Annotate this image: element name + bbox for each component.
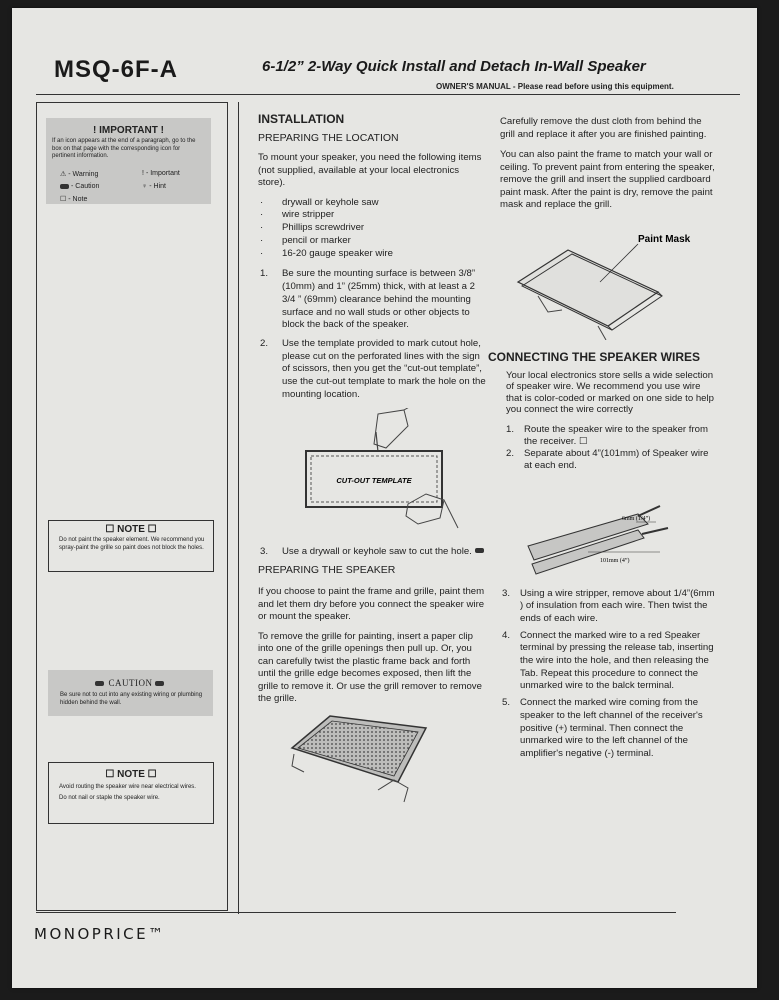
legend-important: ! - Important: [142, 170, 180, 177]
installation-heading: INSTALLATION: [258, 112, 345, 126]
step-3: 3. Use a drywall or keyhole saw to cut the hole.: [258, 546, 486, 559]
wire-intro: Your local electronics store sells a wide selection of speaker wire. We recommend you use wire that is color-coded or marked on one side to help you connect the wire correctly: [506, 369, 714, 415]
note-icon: ☐: [105, 769, 118, 780]
note-box-wiring: [48, 762, 214, 824]
note-text: Do not paint the speaker element. We recommend you spray-paint the grille so paint does not block the holes.: [59, 537, 205, 551]
caution-box: [48, 670, 213, 716]
note-icon: ☐: [144, 769, 157, 780]
dimension-101mm: 101mm (4”): [600, 557, 630, 564]
caution-icon: [155, 681, 164, 686]
caution-title: CAUTION: [108, 678, 153, 688]
location-intro: To mount your speaker, you need the following items (not supplied, available at your local electronics store).: [258, 152, 482, 188]
wire-step-5: 5. Connect the marked wire coming from the speaker to the left channel of the receiver's positive (+) terminal. Then connect the unmarked wire to the left channel of the amplifier's negative (-) terminal.: [502, 697, 703, 759]
speaker-wire-illustration: [488, 476, 718, 586]
column-divider: [238, 102, 239, 914]
header-divider: [36, 94, 740, 95]
footer-divider: [36, 912, 676, 913]
cut-out-template-illustration: [258, 408, 486, 538]
list-item: · 16-20 gauge speaker wire: [258, 248, 486, 261]
hint-icon: ♀: [142, 183, 148, 190]
paint-intro: If you choose to paint the frame and grille, paint them and let them dry before you connect the speaker wire or mount the speaker.: [258, 586, 485, 623]
note-title: NOTE: [117, 524, 145, 535]
paint-mask-label: Paint Mask: [638, 233, 691, 245]
wire-step-4: 4. Connect the marked wire to a red Speaker terminal by pressing the release tab, inserting the wire into the hole, and then releasing the Tab. Repeat this procedure to connect the unmarked wire to the balck terminal.: [502, 629, 714, 692]
note-title: NOTE: [117, 769, 145, 780]
step-2: 2. Use the template provided to mark cutout hole, please cut on the perforated lines with the sign of scissors, then you get the “cut-out template”, use the cut-out template to mark the hole on the mounting location.: [260, 338, 486, 400]
note-icon: ☐: [144, 524, 157, 535]
caution-icon: [60, 184, 69, 189]
list-item: · pencil or marker: [258, 235, 486, 248]
wiring-column: [488, 116, 718, 761]
important-icon: !: [142, 170, 144, 177]
legend-hint: ♀ - Hint: [142, 183, 166, 190]
monoprice-logo: MONOPRICE™: [34, 925, 166, 943]
dimension-6mm: 6mm (1/4”): [622, 515, 651, 522]
note-box-paint: [48, 520, 214, 572]
note-text-1: Avoid routing the speaker wire near electrical wires.: [59, 784, 196, 790]
legend-caution: - Caution: [60, 183, 99, 190]
wire-step-3: 3. Using a wire stripper, remove about 1/4”(6mm ) of insulation from each wire. Then twist the ends of each wire.: [502, 587, 715, 624]
caution-icon: [475, 548, 484, 553]
caution-text: Be sure not to cut into any existing wiring or plumbing hidden behind the wall.: [60, 692, 203, 706]
important-box: [46, 118, 211, 204]
list-item: · Phillips screwdriver: [258, 222, 486, 235]
template-label: CUT-OUT TEMPLATE: [336, 475, 412, 485]
legend-note: ☐ - Note: [60, 196, 88, 203]
list-item: · drywall or keyhole saw: [258, 197, 486, 210]
warning-icon: ⚠: [60, 171, 67, 178]
dust-cloth-text: Carefully remove the dust cloth from behind the grill and replace it after you are finished painting.: [500, 116, 707, 140]
tools-list: [258, 197, 486, 261]
preparing-location-heading: PREPARING THE LOCATION: [258, 132, 399, 144]
paint-mask-text: You can also paint the frame to match your wall or ceiling. To prevent paint from entering the speaker, remove the grill and insert the supplied cardboard paint mask. After the paint is dry, remove the paint mask and replace the grill.: [500, 149, 715, 210]
connecting-wires-heading: CONNECTING THE SPEAKER WIRES: [488, 349, 701, 364]
grille-removal-text: To remove the grille for painting, insert a paper clip into one of the grille openings then pull up. Or, you can carefully twist the plastic frame back and forth until the grille edge becomes exposed, then lift the grille to remove it. Or use the grill remover to remove the grille.: [258, 630, 482, 705]
list-item: · wire stripper: [258, 209, 486, 222]
note-icon: ☐: [105, 524, 118, 535]
wire-step-2: 2. Separate about 4”(101mm) of Speaker wire at each end.: [506, 447, 709, 471]
important-text: If an icon appears at the end of a paragraph, go to the box on that page with the corresponding icon for pertinent information.: [52, 138, 196, 159]
note-text-2: Do not nail or staple the speaker wire.: [59, 794, 160, 801]
speaker-grille-illustration: [258, 710, 486, 806]
owners-manual-note: OWNER'S MANUAL - Please read before using this equipment.: [436, 82, 674, 91]
note-icon: ☐: [60, 196, 67, 203]
legend-warning: ⚠ - Warning: [60, 171, 99, 178]
wire-step-1: 1. Route the speaker wire to the speaker from the receiver. ☐: [506, 423, 708, 447]
model-number: MSQ-6F-A: [54, 56, 178, 83]
caution-icon: [95, 681, 104, 686]
note-icon: ☐: [578, 435, 588, 447]
installation-column: [258, 112, 486, 806]
step-1: 1. Be sure the mounting surface is between 3/8” (10mm) and 1” (25mm) thick, with at least a 2 3/4 ” (69mm) clearance behind the mounting surface and no wall studs or other objects to block the back of the speaker.: [260, 268, 476, 331]
important-title: ! IMPORTANT !: [93, 125, 164, 136]
document-title: 6-1/2” 2-Way Quick Install and Detach In-Wall Speaker: [262, 58, 646, 75]
paint-mask-illustration: [488, 222, 718, 340]
preparing-speaker-heading: PREPARING THE SPEAKER: [258, 564, 396, 577]
